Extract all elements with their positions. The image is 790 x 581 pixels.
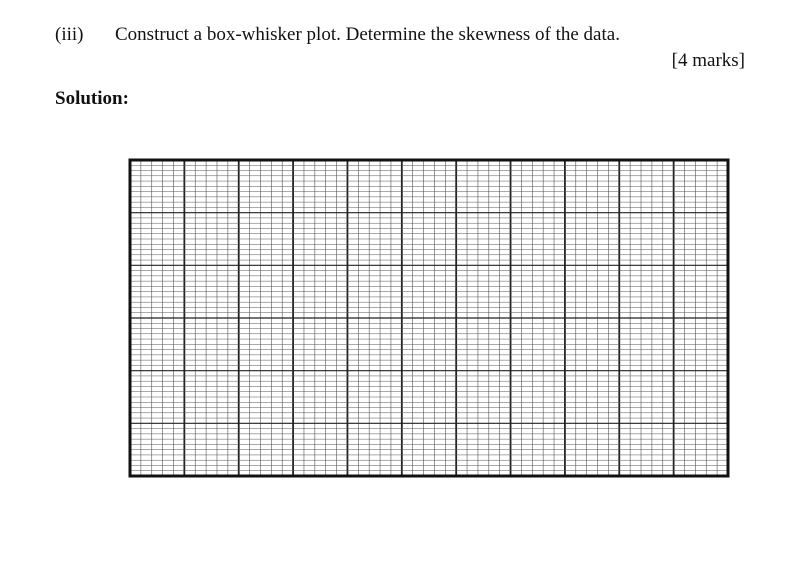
marks-label: [4 marks] — [671, 50, 745, 71]
question-text: Construct a box-whisker plot. Determine the skewness of the data. — [115, 24, 620, 45]
graph-paper — [110, 150, 750, 490]
graph-paper-grid — [110, 150, 750, 490]
question-number: (iii) — [55, 24, 84, 45]
solution-label: Solution: — [55, 88, 129, 109]
